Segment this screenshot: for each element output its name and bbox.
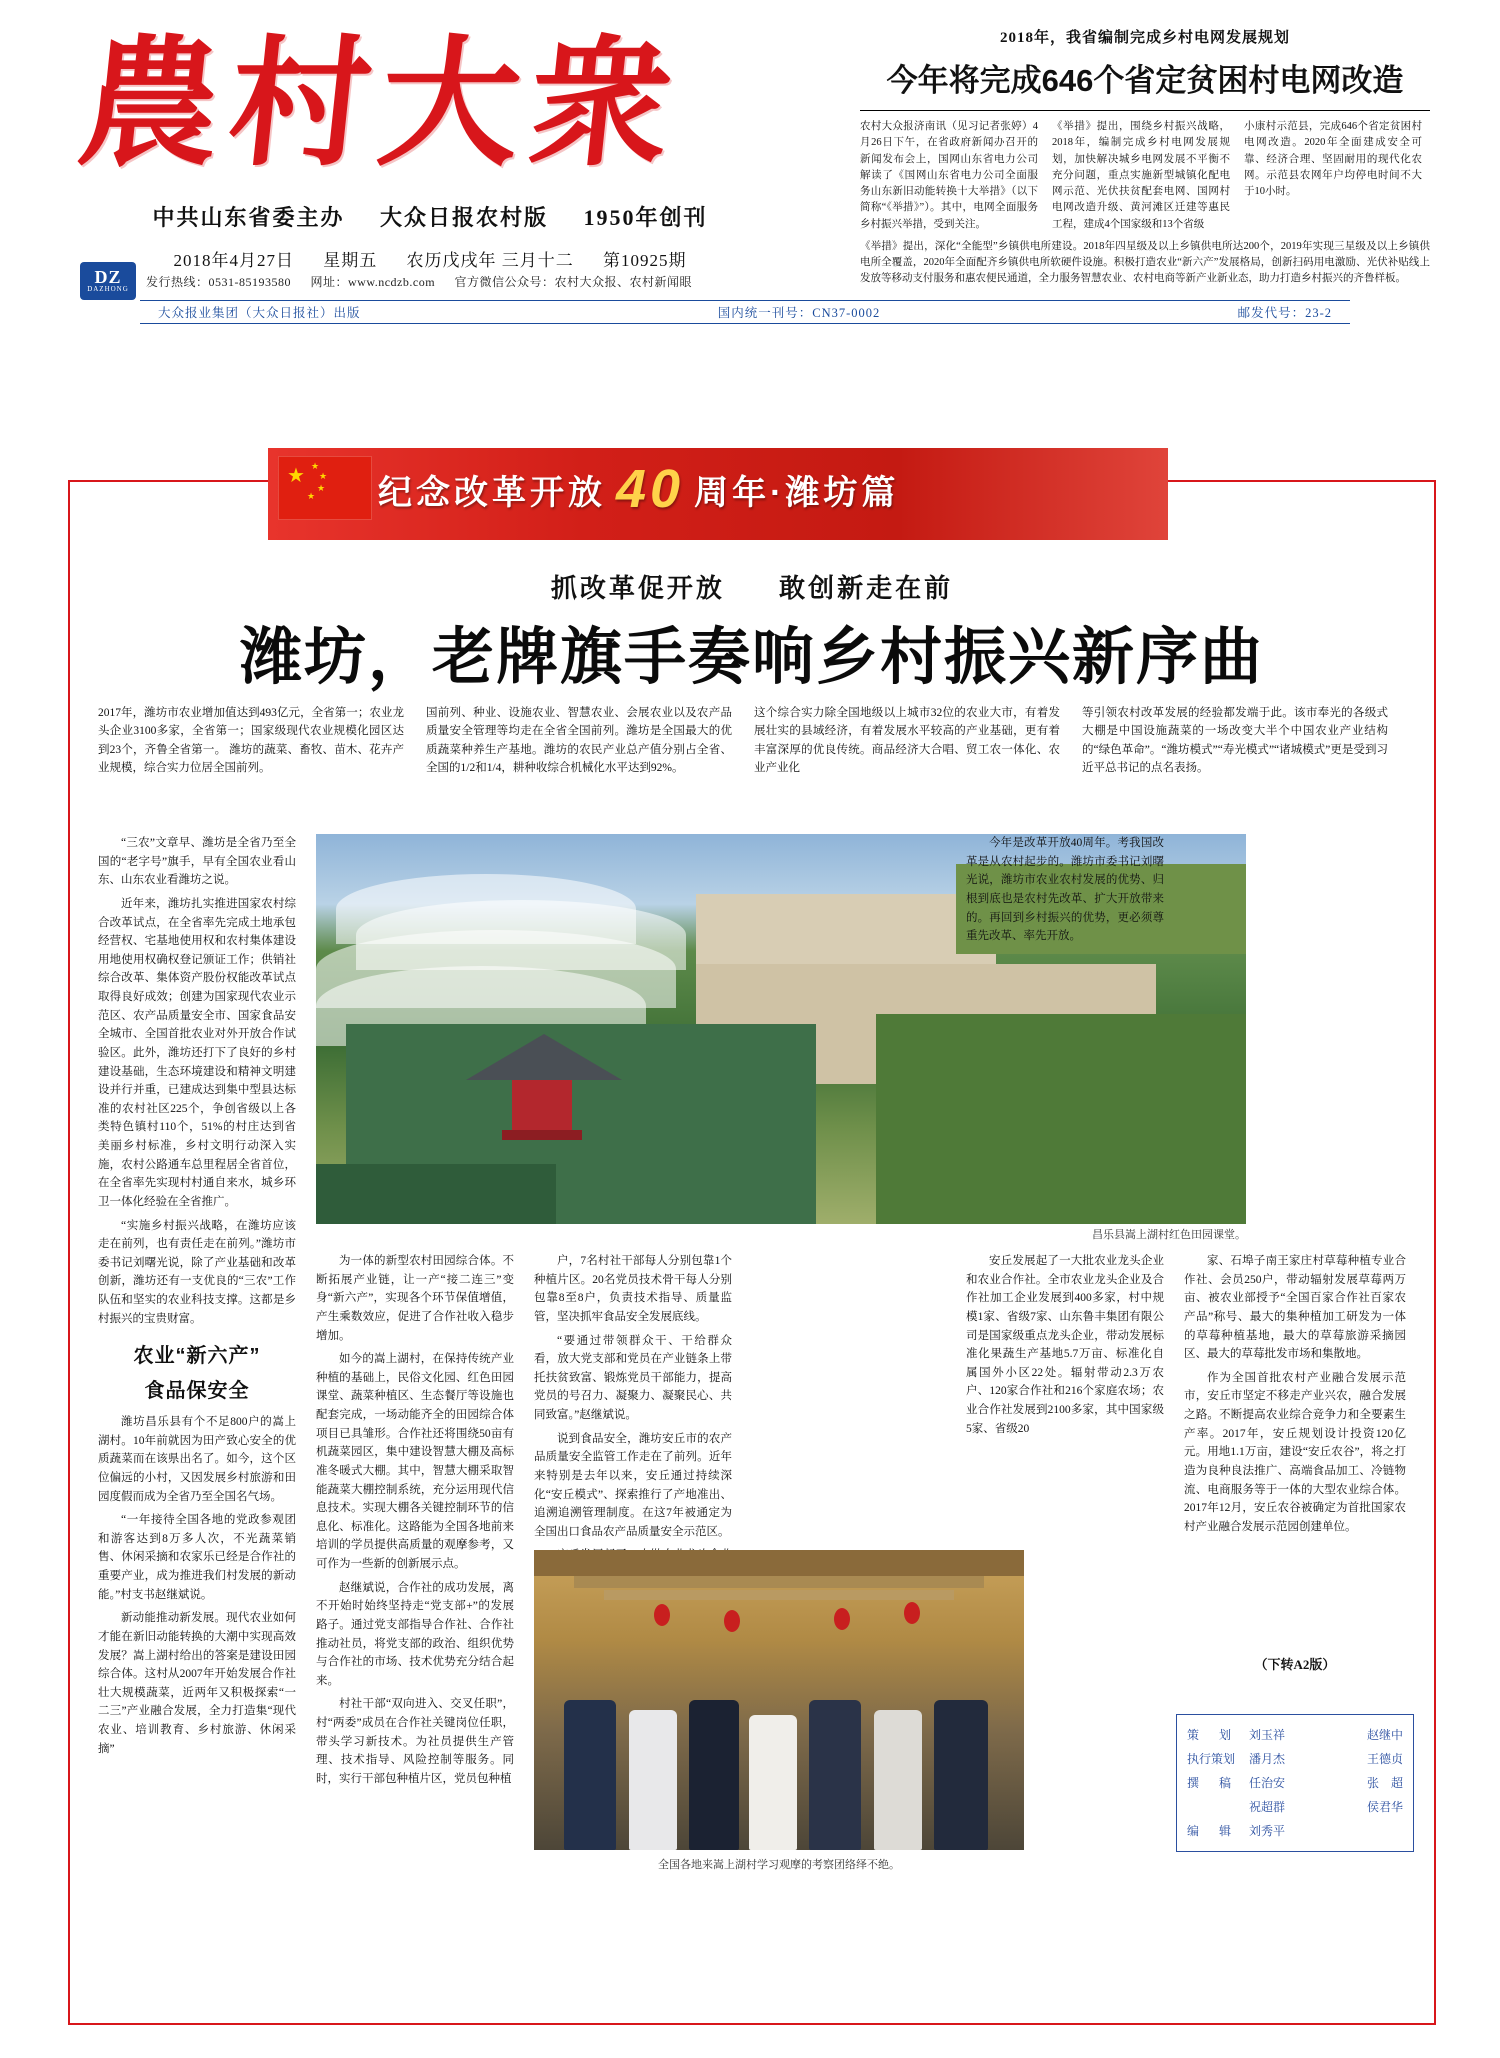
flag-star-large: ★ [287, 465, 305, 487]
issue-number: 第10925期 [603, 251, 687, 270]
masthead-sub-2: 1950年创刊 [583, 205, 708, 230]
body-column-2 [316, 1252, 514, 1794]
publisher-strip-left: 大众报业集团（大众日报社）出版 [158, 306, 361, 320]
subhead-line-2: 食品保安全 [144, 1379, 250, 1402]
flag-star-small-1: ★ [311, 461, 320, 471]
credit-value-3-1: 侯君华 [1366, 1800, 1403, 1814]
issue-date: 2018年4月27日 [173, 251, 294, 270]
credit-value-3-0: 祝超群 [1249, 1800, 1286, 1814]
body-c2-p3: 赵继斌说，合作社的成功发展，离不开始时始终坚持走“党支部+”的发展路子。通过党支部指导合作社、合作社推动社员，将党支部的政治、组织优势与合作社的市场、技术优势充分结合起来。 [316, 1581, 514, 1687]
body-c1-p3: “实施乡村振兴战略，在潍坊应该走在前列，也有责任走在前列。”潍坊市委书记刘曙光说，除了产业基础和改革创新，潍坊还有一支优良的“三农”工作队伍和坚实的农业科技支撑。这都是乡村振兴的宝贵财富。 [98, 1219, 296, 1325]
masthead-logo [71, 18, 780, 271]
body-c1b-p1: 潍坊昌乐县有个不足800户的嵩上湖村。10年前就因为田产致心安全的优质蔬菜而在该県出名了。如今，这个区位偏远的小村，又因发展乡村旅游和田园度假而成为全省乃至全国名气场。 [98, 1416, 296, 1503]
credit-value-4-0: 刘秀平 [1249, 1824, 1286, 1838]
body-c6-p2: 作为全国首批农村产业融合发展示范市，安丘市坚定不移走产业兴农，融合发展之路。不断提高农业综合竞争力和全要素生产率。2017年，安丘规划设计投资120亿元。用地1.1万亩，建设“安丘农谷”，将之打造为良种良法推广、高端食品加工、冷链物流、电商服务等于一体的大型农业综合体。2017年12月，安丘农谷被确定为首批国家农村产业融合发展示范园创建单位。 [1184, 1371, 1406, 1533]
body-c5-p1: 安丘发展起了一大批农业龙头企业和农业合作社。全市农业龙头企业及合作社加工企业发展到400多家，村中规模1家、省级7家、山东鲁丰集团有限公司是国家级重点龙头企业，带动发展标准化果蔬生产基地5.7万亩、标准化自属国外小区22处。辐射带动2.3万农户、120家合作社和216个家庭农场；农业合作社发展到2100多家，其中国家级5家、省级20 [966, 1255, 1164, 1435]
feature-body [98, 834, 1406, 2004]
issue-lunar-date: 农历戊戌年 三月十二 [406, 251, 574, 270]
top-right-col-2: 《举措》提出，围绕乡村振兴战略，2018年，编制完成乡村电网发展规划，加快解决城乡电网发展不平衡不充分问题，重点实施新型城镇化配电网示范、光伏扶贫配套电网、国网村电网改造升级、黄河滩区迁建等惠民工程，建成4个国家级和13个省级 [1052, 121, 1230, 230]
lead-col-1: 2017年，潍坊市农业增加值达到493亿元，全省第一；农业龙头企业3100多家，全省第一；国家级现代农业规模化园区达到23个，齐鲁全省第一。 潍坊的蔬菜、畜牧、苗木、花卉产业规模，综合实力位居全国前列。 [98, 707, 404, 775]
continued-note: （下转A2版） [1254, 1657, 1336, 1672]
china-flag-icon [278, 456, 372, 520]
credit-value-0-0: 刘玉祥 [1249, 1728, 1286, 1742]
credit-label-2: 撰 稿 [1187, 1776, 1236, 1790]
issue-weekday: 星期五 [323, 251, 378, 270]
feature-photo-visitors-caption: 全国各地来嵩上湖村学习观摩的考察团络绎不绝。 [658, 1859, 900, 1871]
lead-col-2: 国前列、种业、设施农业、智慧农业、会展农业以及农产品质量安全管理等均走在全省全国前列。潍坊是全国最大的优质蔬菜种养生产基地。潍坊的农民产业总产值分别占全省、全国的1/2和1/4，耕种收综合机械化水平达到92%。 [426, 707, 732, 775]
body-c3-p3: 说到食品安全，潍坊安丘市的农产品质量安全监管工作走在了前列。近年来特别是去年以来，安丘通过持续深化“安丘模式”、探索推行了产地准出、追溯追溯管理制度。在这7年被通定为全国出口食品农产品质量安全示范区。 [534, 1432, 732, 1538]
masthead-contact-bar [80, 268, 780, 294]
credit-value-1-1: 王德贞 [1366, 1752, 1403, 1766]
credit-row [1187, 1747, 1403, 1771]
body-column-5 [966, 1252, 1164, 1443]
body-c1-p1: “三农”文章早、潍坊是全省乃至全国的“老字号”旗手，早有全国农业看山东、山东农业看潍坊之说。 [98, 837, 296, 887]
newspaper-title: 農村大衆 [71, 28, 689, 183]
flag-star-small-2: ★ [319, 471, 328, 481]
feature-headline: 潍坊，老牌旗手奏响乡村振兴新序曲 [239, 623, 1264, 692]
credit-value-2-0: 任治安 [1249, 1776, 1286, 1790]
contact-wechat: 官方微信公众号：农村大众报、农村新闻眼 [454, 274, 693, 289]
masthead-sub-1: 大众日报农村版 [379, 205, 548, 230]
publisher-logo-icon [80, 262, 136, 300]
body-c2-p4: 村社干部“双向进入、交叉任职”，村“两委”成员在合作社关键岗位任职，带头学习新技术。为社员提供生产管理、技术指导、风险控制等服务。同时，实行干部包种植片区，党员包种植 [316, 1698, 514, 1785]
body-c3-p1: 户，7名村社干部每人分别包靠1个种植片区。20名党员技术骨干每人分别包靠8至8户，负责技术指导、质量监管，坚决抓牢食品安全发展底线。 [534, 1255, 732, 1323]
body-c1b-p2: “一年接待全国各地的党政参观团和游客达到8万多人次，不光蔬菜销售、休闲采摘和农家乐已经是合作社的重要产业，成为推进我们村发展的新动能。”村支书赵继斌说。 [98, 1514, 296, 1601]
credit-value-1-0: 潘月杰 [1249, 1752, 1286, 1766]
credit-label-1: 执行策划 [1187, 1752, 1236, 1766]
subhead-line-1: 农业“新六产” [133, 1345, 261, 1368]
top-right-col-4: 《举措》提出，深化“全能型”乡镇供电所建设。2018年四星级及以上乡镇供电所达200个，2019年实现三星级及以上乡镇供电所全覆盖，2020年全面配齐乡镇供电所软硬件设施。积极打造农业“新六产”发展格局，创新扫码用电激励、光伏补贴线上发放等移动支付服务和惠农便民通道，全力服务智慧农业、农村电商等新产业新业态，助力打造乡村振兴的齐鲁样板。 [860, 240, 1430, 285]
publisher-mark: DZ [94, 267, 122, 287]
publisher-strip-right: 邮发代号：23-2 [1237, 306, 1332, 320]
banner-number: 40 [616, 459, 685, 519]
masthead [0, 0, 1500, 330]
banner-text-tail-a: 周年·潍坊篇 [694, 473, 900, 512]
feature-photo-field-caption: 昌乐县嵩上湖村红色田园课堂。 [1092, 1229, 1246, 1241]
feature-shoulder [70, 568, 1434, 605]
credit-value-0-1: 赵继中 [1366, 1728, 1403, 1742]
lead-col-3: 这个综合实力除全国地级以上城市32位的农业大市，有着发展壮实的县域经济，有着发展水平较高的产业基础，更有着丰富深厚的优良传统。商品经济大合唱、贸工农一体化、农业产业化 [754, 707, 1060, 775]
body-c1-p2: 近年来，潍坊扎实推进国家农村综合改革试点，在全省率先完成土地承包经营权、宅基地使用权和农村集体建设用地使用权确权登记颁证工作；供销社综合改革、集体资产股份权能改革试点取得良好成效；创建为国家现代农业示范区、农产品质量安全市、国家食品安全城市、全国首批农业对外开放合作试验区。此外，潍坊还打下了良好的乡村建设基础，生态环境建设和精神文明建设并行并重，已建成达到集中型县达标准的农村社区225个，争创省级以上各类特色镇村110个，51%的村庄达到省美丽乡村标准，乡村文明行动深入实施，农村公路通车总里程居全省首位，在全省率先实现村村通自来水，城乡环卫一体化经验在全省推广。 [98, 897, 296, 1208]
top-right-article [860, 26, 1430, 288]
contact-hotline: 发行热线：0531-85193580 [146, 274, 291, 289]
credit-label-4: 编 辑 [1187, 1824, 1236, 1838]
top-right-rule [860, 110, 1430, 111]
top-right-headline: 今年将完成646个省定贫困村电网改造 [886, 63, 1404, 98]
credit-row [1187, 1723, 1403, 1747]
body-c2-p1: 为一体的新型农村田园综合体。不断拓展产业链，让一产“接二连三”变身“新六产”，实现各个环节保值增值，产生乘数效应，促进了合作社收入稳步增加。 [316, 1255, 514, 1342]
body-c4-p1: 今年是改革开放40周年。考我国改革是从农村起步的。潍坊市委书记刘曙光说，潍坊市农业农村发展的优势、归根到底也是农村先改革、扩大开放带来的。再回到乡村振兴的优势，更必须尊重先改革、率先开放。 [966, 837, 1164, 943]
body-c3-p2: “要通过带领群众干、干给群众看，放大党支部和党员在产业链条上带托扶贫致富、锻炼党员干部能力，提高党员的号召力、凝聚力、凝聚民心、共同致富。”赵继斌说。 [534, 1334, 732, 1421]
body-c1b-p3: 新动能推动新发展。现代农业如何才能在新旧动能转换的大潮中实现高效发展？嵩上湖村给出的答案是建设田园综合体。这村从2007年开始发展合作社壮大规模蔬菜，近两年又积极探索“一二三”产业融合发展，全力打造集“现代农业、培训教育、乡村旅游、休闲采摘” [98, 1612, 296, 1755]
top-right-col-1: 农村大众报济南讯（见习记者张婷）4月26日下午，在省政府新闻办召开的新闻发布会上，国网山东省电力公司解读了《国网山东省电力公司全面服务山东新旧动能转换十大举措》（以下简称“《举措》”）。其中，电网全面服务乡村振兴举措，受到关注。 [860, 121, 1038, 230]
credit-label-0: 策 划 [1187, 1728, 1236, 1742]
masthead-sub-0: 中共山东省委主办 [152, 205, 345, 230]
banner-text-main: 纪念改革开放 [378, 473, 606, 512]
anniversary-banner [268, 448, 1168, 540]
flag-star-small-4: ★ [307, 491, 316, 501]
top-right-col-3: 小康村示范县，完成646个省定贫困村电网改造。2020年全面建成安全可靠、经济合理、坚固耐用的现代化农网。示范县农网年户均停电时间不大于10小时。 [1244, 121, 1422, 198]
body-column-6 [1184, 1252, 1406, 1541]
banner-text [378, 459, 1138, 519]
body-c6-p1: 家、石埠子南王家庄村草莓种植专业合作社、会员250户，带动辐射发展草莓两万亩、被农业部授予“全国百家合作社百家农产品”称号、最大的集种植加工研发为一体的草莓种植基地，最大的草莓旅游采摘园区、最大的草莓批发市场和集散地。 [1184, 1255, 1406, 1361]
shoulder-left: 抓改革促开放 [550, 573, 725, 603]
top-right-kicker: 2018年，我省编制完成乡村电网发展规划 [999, 30, 1290, 46]
contact-info [146, 273, 708, 290]
credit-label-3 [1187, 1795, 1249, 1819]
flag-star-small-3: ★ [317, 483, 326, 493]
lead-col-4: 等引领农村改革发展的经验都发端于此。该市奉光的各级式大棚是中国设施蔬菜的一场改变大半个中国农业产业结构的“绿色革命”。“潍坊模式”“寿光模式”“诸城模式”更是受到习近平总书记的点名表扬。 [1082, 707, 1388, 775]
shoulder-right: 敢创新走在前 [779, 573, 954, 603]
credit-row [1187, 1771, 1403, 1795]
masthead-subtitle [80, 201, 780, 232]
credit-value-2-1: 张 超 [1366, 1776, 1403, 1790]
publisher-strip [140, 300, 1350, 324]
publisher-strip-mid: 国内统一刊号：CN37-0002 [717, 306, 881, 320]
body-column-1 [98, 834, 296, 1763]
contact-website: 网址：www.ncdzb.com [310, 274, 436, 289]
credit-row [1187, 1819, 1403, 1843]
publisher-name: DAZHONG [87, 285, 129, 293]
body-column-4 [966, 834, 1164, 951]
credit-row [1187, 1795, 1403, 1819]
feature-photo-visitors [534, 1550, 1024, 1850]
feature-frame [68, 480, 1436, 2025]
body-c2-p2: 如今的嵩上湖村，在保持传统产业种植的基础上，民俗文化园、红色田园课堂、蔬菜种植区、生态餐厅等设施也配套完成，一场动能齐全的田园综合体项目已具雏形。合作社还将围绕50亩有机蔬菜园区，集中建设智慧大棚及高标准冬暖式大棚。其中，智慧大棚采取智能蔬菜大棚控制系统，充分运用现代信息技术。实现大棚各关键控制环节的信息化、标准化。这路能为全国各地前来培训的学员提供高质量的观摩参考，又可作为一些新的创新展示点。 [316, 1353, 514, 1570]
credits-box [1176, 1714, 1414, 1852]
